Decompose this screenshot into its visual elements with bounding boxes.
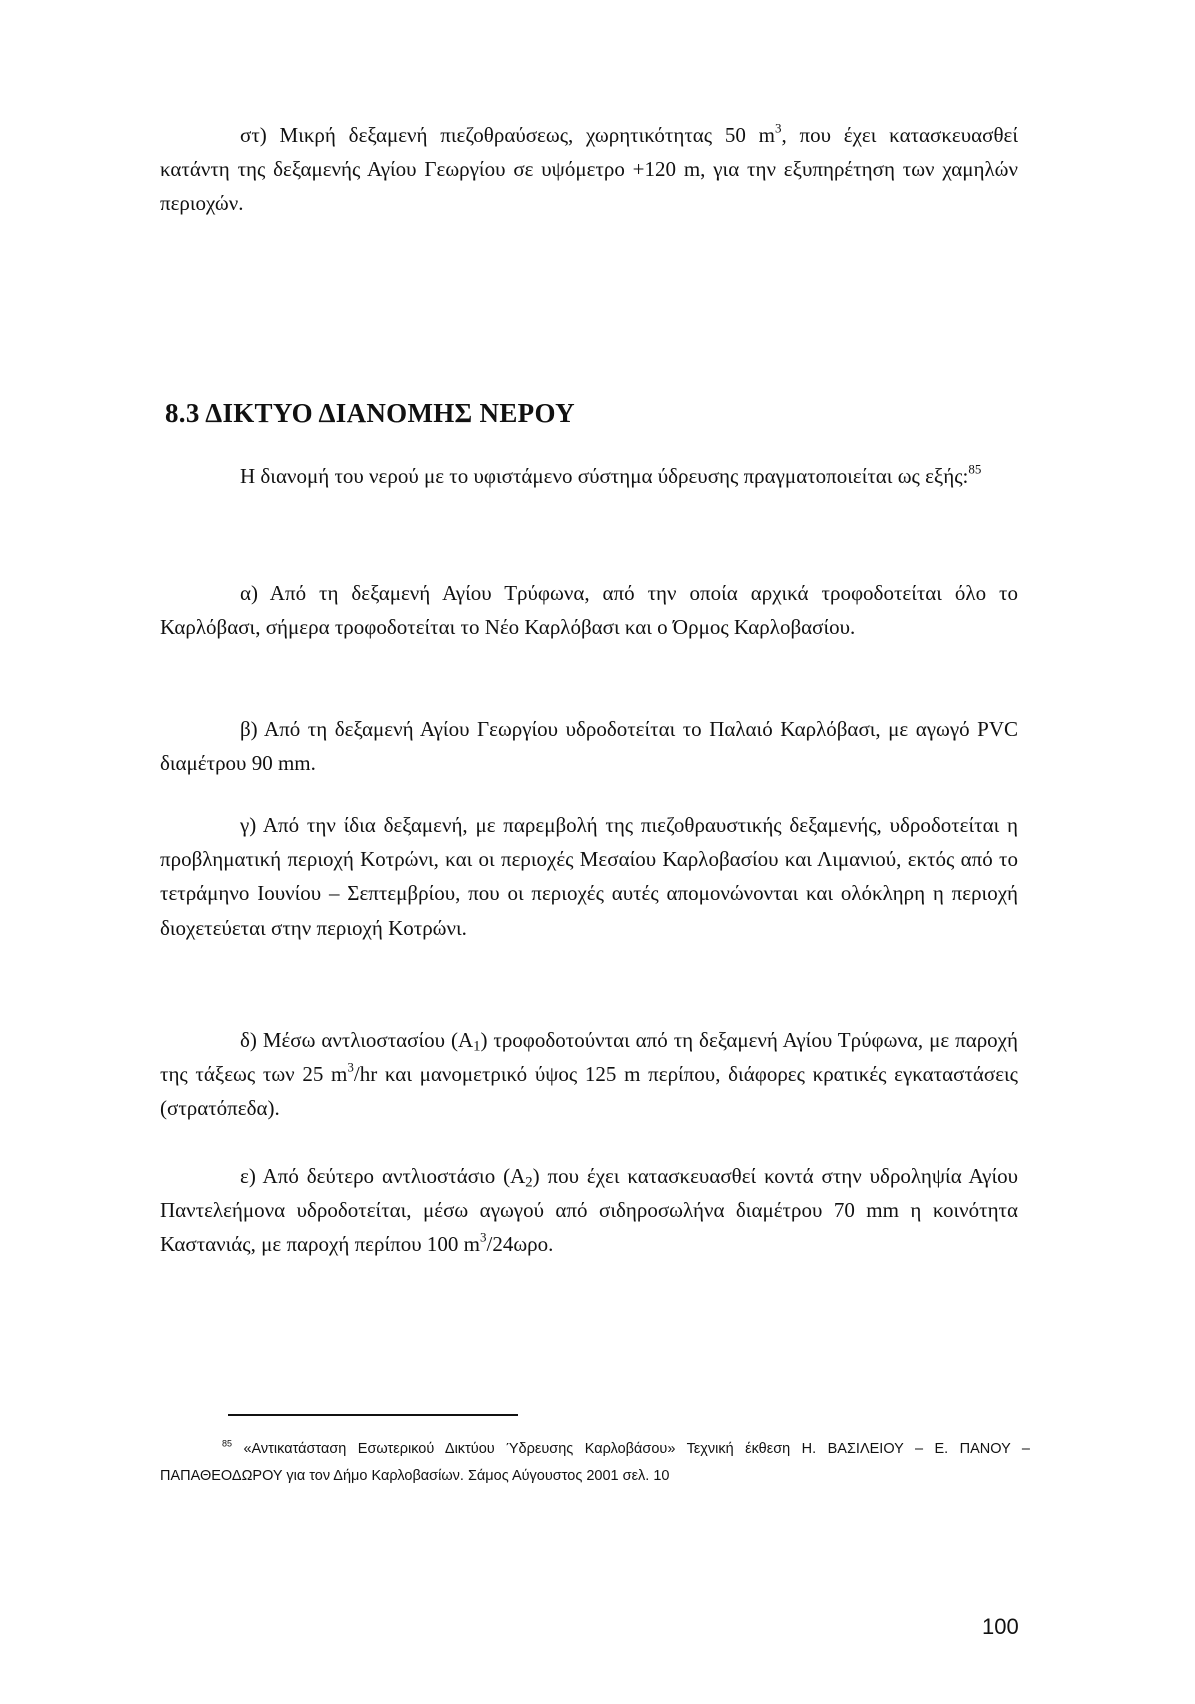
paragraph-st (160, 118, 1018, 221)
paragraph-d-text-cont: ) τροφοδοτούνται από τη δεξαμενή Αγίου Τρύφωνα, με παροχή της τάξεως των 25 m (160, 1028, 1018, 1087)
paragraph-e (160, 1159, 1018, 1262)
paragraph-st-text-cont: , που έχει κατασκευασθεί κατάντη της δεξαμενής Αγίου Γεωργίου σε υψόμετρο +120 m, για την εξυπηρέτηση των χαμηλών περιοχών. (160, 123, 1018, 216)
paragraph-e-text-end: /24ωρο. (486, 1232, 554, 1257)
paragraph-st-text: στ) Μικρή δεξαμενή πιεζοθραύσεως, χωρητικότητας 50 m (240, 123, 775, 147)
page-number: 100 (982, 1614, 1019, 1639)
superscript: 3 (479, 1230, 487, 1246)
paragraph-b: β) Από τη δεξαμενή Αγίου Γεωργίου υδροδοτείται το Παλαιό Καρλόβασι, με αγωγό PVC διαμέτρου 90 mm. (160, 717, 1018, 776)
paragraph-a: α) Από τη δεξαμενή Αγίου Τρύφωνα, από την οποία αρχικά τροφοδοτείται όλο το Καρλόβασι, σήμερα τροφοδοτείται το Νέο Καρλόβασι και ο Όρμος Καρλοβασίου. (160, 581, 1018, 640)
subscript: 1 (473, 1038, 481, 1055)
intro-paragraph (160, 459, 1018, 493)
footnote (160, 1436, 1030, 1490)
intro-text: Η διανομή του νερού με το υφιστάμενο σύστημα ύδρευσης πραγματοποιείται ως εξής: (240, 464, 969, 488)
footnote-ref: 85 (968, 461, 982, 477)
superscript: 3 (347, 1059, 354, 1075)
footnote-separator (228, 1414, 518, 1416)
paragraph-c: γ) Από την ίδια δεξαμενή, με παρεμβολή της πιεζοθραυστικής δεξαμενής, υδροδοτείται η προβληματική περιοχή Κοτρώνι, και οι περιοχές Μεσαίου Καρλοβασίου και Λιμανιού, εκτός από το τετράμηνο Ιουνίου – Σεπτεμβρίου, που οι περιοχές αυτές απομονώνονται και ολόκληρη η περιοχή διοχετεύεται στην περιοχή Κοτρώνι. (160, 813, 1018, 940)
paragraph-d-text-end: /hr και μανομετρικό ύψος 125 m περίπου, διάφορες κρατικές εγκαταστάσεις (στρατόπεδα). (160, 1062, 1018, 1121)
footnote-text: «Αντικατάσταση Εσωτερικού Δικτύου Ύδρευσης Καρλοβάσου» Τεχνική έκθεση Η. ΒΑΣΙΛΕΙΟΥ – Ε. ΠΑΝΟΥ – ΠΑΠΑΘΕΟΔΩΡΟΥ για τον Δήμο Καρλοβασίων. Σάμος Αύγουστος 2001 σελ. 10 (160, 1441, 1030, 1484)
paragraph-d (160, 1023, 1018, 1126)
section-heading: 8.3 ΔΙΚΤΥΟ ΔΙΑΝΟΜΗΣ ΝΕΡΟΥ (165, 398, 575, 428)
subscript: 2 (525, 1174, 533, 1191)
paragraph-e-text: ε) Από δεύτερο αντλιοστάσιο (Α (240, 1164, 526, 1188)
footnote-number: 85 (222, 1438, 232, 1449)
superscript: 3 (774, 120, 782, 136)
paragraph-e-text-cont: ) που έχει κατασκευασθεί κοντά στην υδροληψία Αγίου Παντελεήμονα υδροδοτείται, μέσω αγωγού από σιδηροσωλήνα διαμέτρου 70 mm η κοινότητα Καστανιάς, με παροχή περίπου 100 m (160, 1164, 1018, 1257)
paragraph-d-text: δ) Μέσω αντλιοστασίου (Α (240, 1028, 474, 1052)
